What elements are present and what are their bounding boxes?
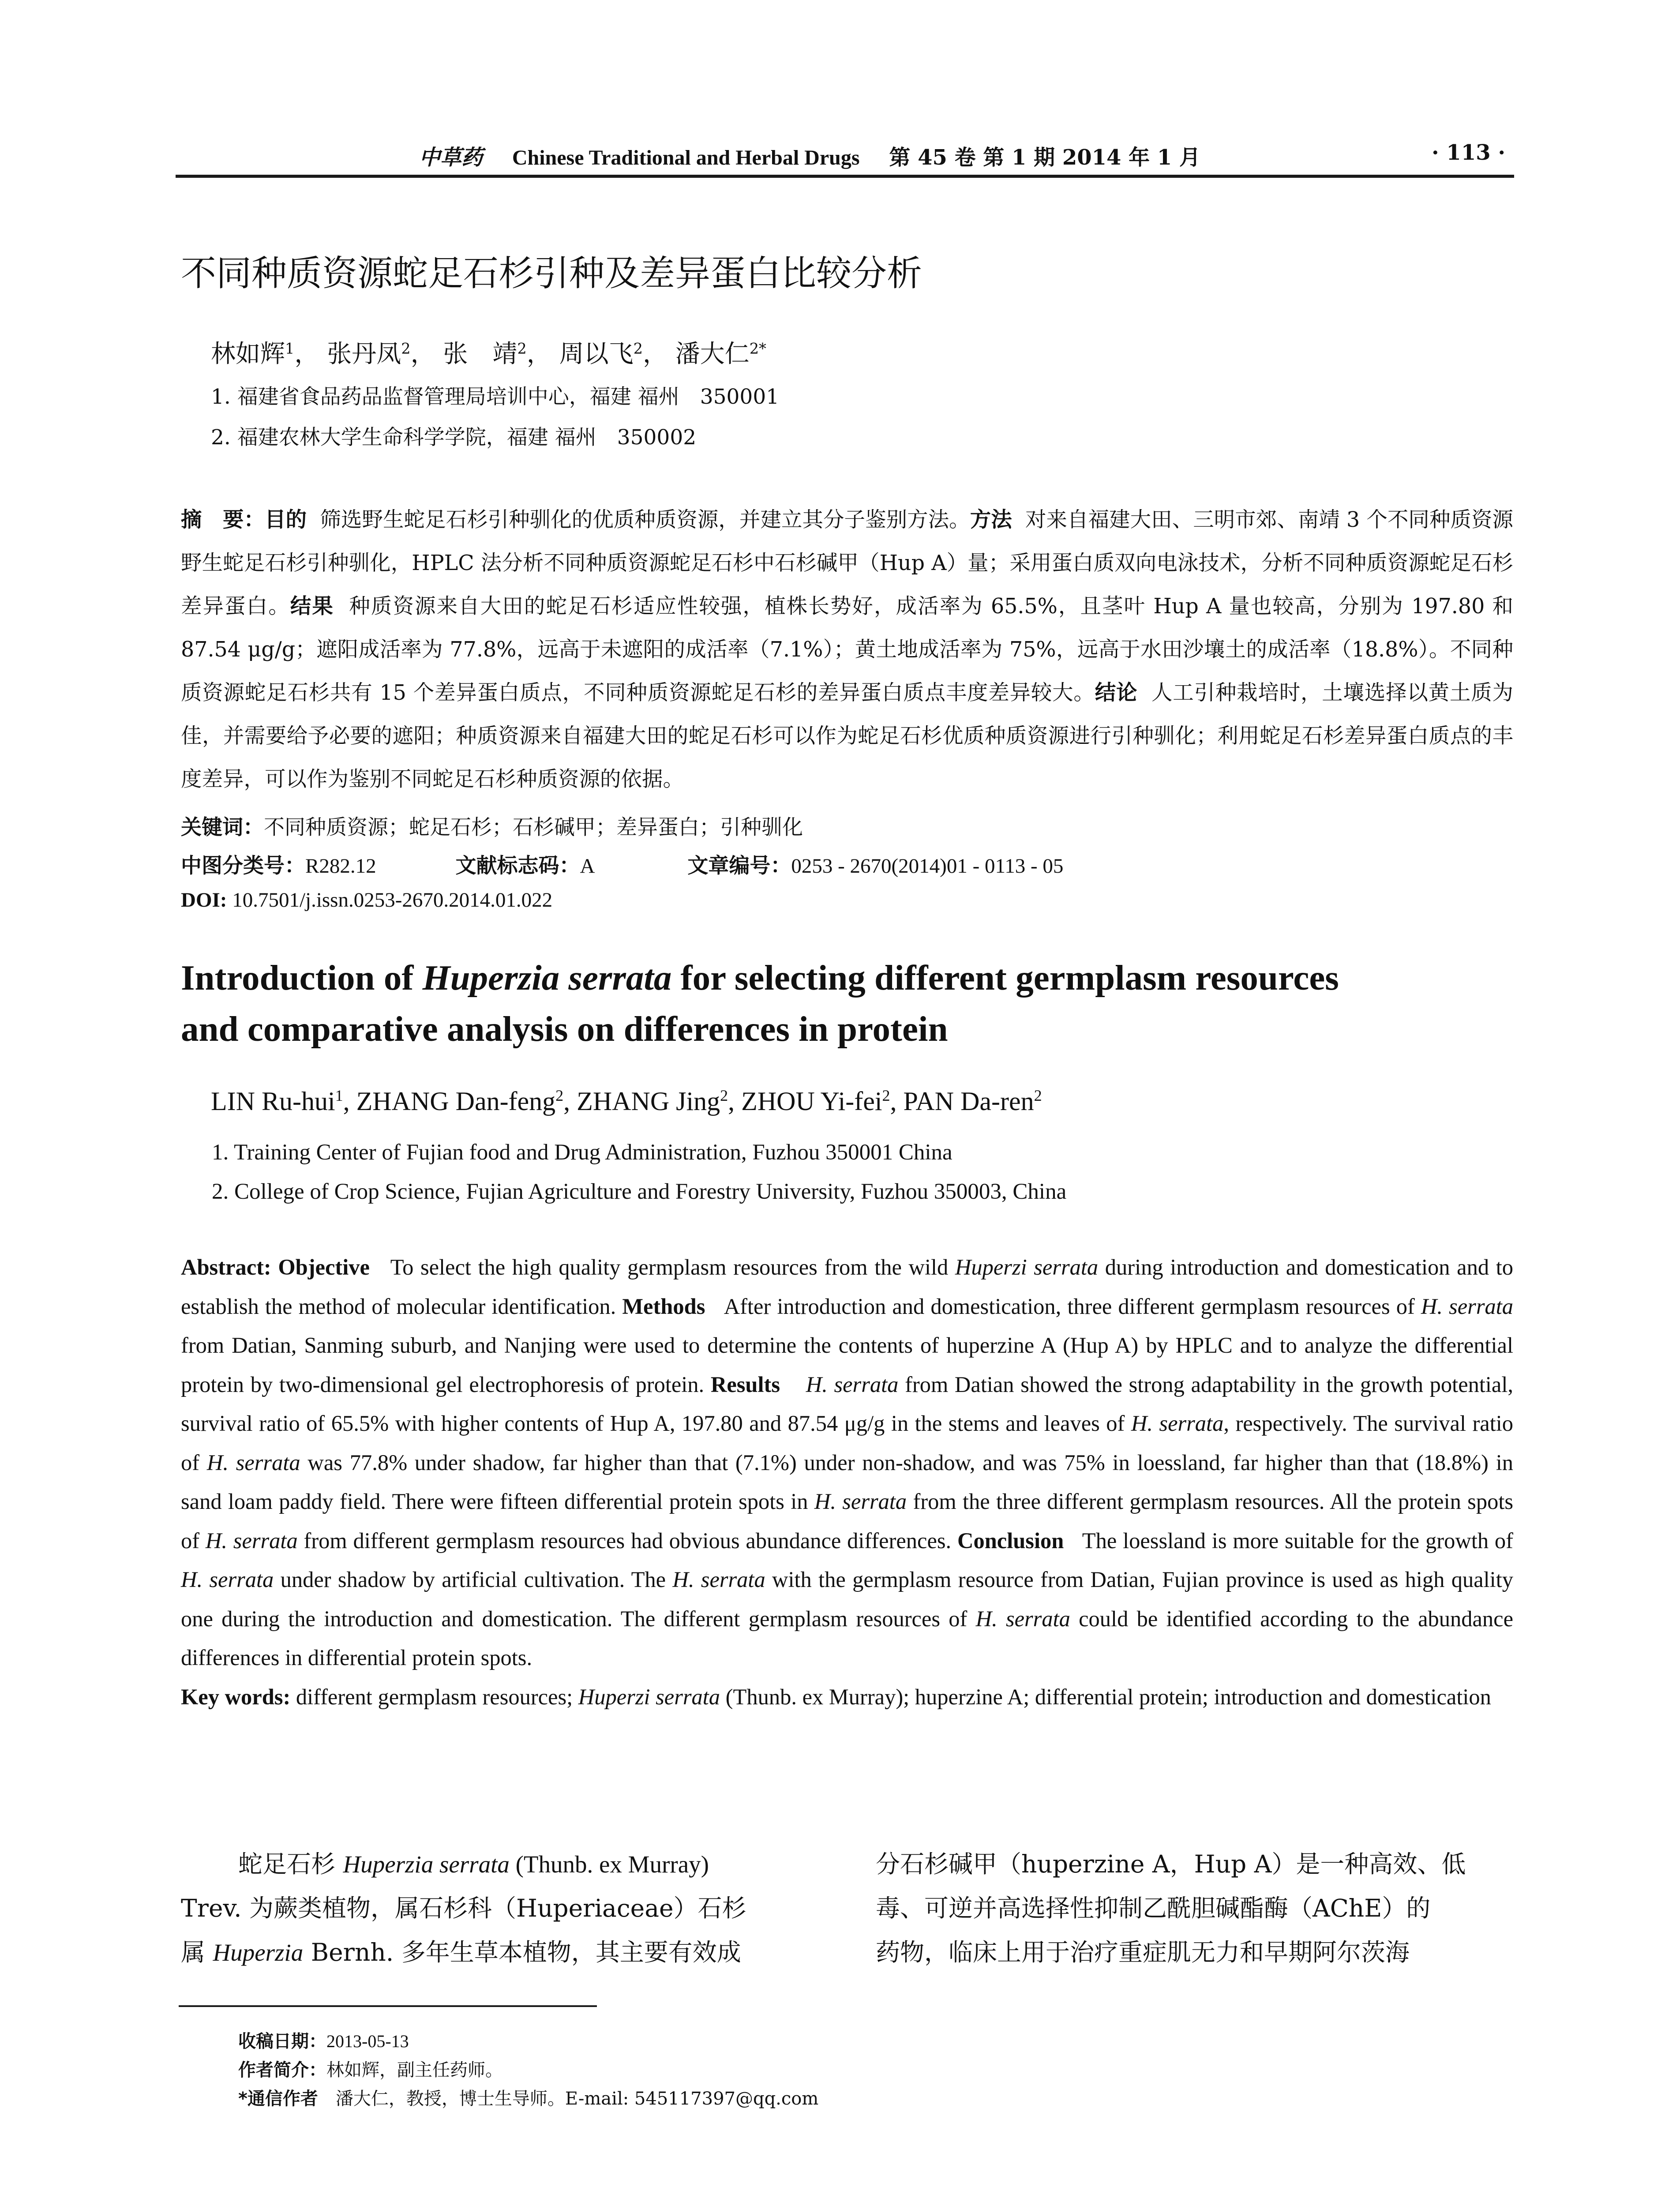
affiliation-en-2: 2. College of Crop Science, Fujian Agriculture and Forestry University, Fuzhou 350003, China: [212, 1179, 1067, 1204]
author-en: ZHANG Dan-feng: [356, 1087, 556, 1116]
doi-label: DOI:: [181, 889, 227, 912]
methods-label-en: Methods: [622, 1294, 705, 1319]
results-label-cn: 结果: [290, 594, 334, 619]
abstract-cn-label: 摘 要：: [181, 508, 265, 532]
keywords-cn: [181, 811, 803, 840]
article-no-value: 0253 - 2670(2014)01 - 0113 - 05: [791, 855, 1064, 878]
results-label-en: Results: [710, 1372, 780, 1397]
title-en-part: Introduction of: [181, 958, 423, 998]
title-en-part: for selecting different germplasm resources: [671, 958, 1339, 998]
author-cn: 张 靖: [443, 340, 518, 368]
clc-value: R282.12: [305, 855, 376, 878]
authors-cn: 林如辉$^1$， 张丹凤$^2$， 张 靖$^2$， 周以飞$^2$， 潘大仁$^{2*}$: [211, 340, 766, 368]
body-line: 毒、可逆并高选择性抑制乙酰胆碱酯酶（AChE）的: [876, 1894, 1431, 1922]
title-en-line2: and comparative analysis on differences in protein: [181, 1009, 948, 1049]
body-line: 分石杉碱甲（huperzine A，Hup A）是一种高效、低: [876, 1850, 1466, 1878]
affiliation-cn-2: 2. 福建农林大学生命科学学院，福建 福州 350002: [211, 425, 697, 450]
methods-cn: 对来自福建大田、三明市郊、南靖 3 个不同种质资源野生蛇足石杉引种驯化，HPLC 法分析不同种质资源蛇足石杉中石杉碱甲（Hup A）量；采用蛋白质双向电泳技术，分析不同种质资源蛇足石杉差异蛋白。: [181, 508, 1514, 619]
footnote-corresponding: *通信作者 潘大仁，教授，博士生导师。E-mail: 545117397@qq.com: [238, 2089, 819, 2109]
author-en: ZHOU Yi-fei: [741, 1087, 882, 1116]
conclusion-label-en: Conclusion: [957, 1528, 1064, 1553]
conclusion-cn: 人工引种栽培时，土壤选择以黄土质为佳，并需要给予必要的遮阳；种质资源来自福建大田的蛇足石杉可以作为蛇足石杉优质种质资源进行引种驯化；利用蛇足石杉差异蛋白质点的丰度差异，可以作为鉴别不同蛇足石杉种质资源的依据。: [181, 681, 1513, 792]
journal-cn: 中草药: [419, 145, 483, 170]
body-column-right: [876, 1842, 1515, 1974]
abstract-cn: [181, 499, 1513, 801]
title-en: [181, 952, 1339, 1054]
title-en-species: Huperzia serrata: [422, 958, 672, 998]
objective-label-en: Objective: [278, 1255, 370, 1279]
page-number: · 113 ·: [1432, 140, 1506, 165]
abstract-en: Abstract: Objective To select the high quality germplasm resources from the wild Huperzi serrata during introduction and domestication and to establish the method of molecular identification. Methods After introduction and domestication, three different germplasm resources of H. serrata from Datian, Sanming suburb, and Nanjing were used to determine the contents of huperzine A (Hup A) by HPLC and to analyze the differential protein by two-dimensional gel electrophoresis of protein. Results H. serrata from Datian showed the strong adaptability in the growth potential, survival ratio of 65.5% with higher contents of Hup A, 197.80 and 87.54 μg/g in the stems and leaves of H. serrata, respectively. The survival ratio of H. serrata was 77.8% under shadow, far higher than that (7.1%) under non-shadow, and was 75% in loessland, far higher than that (18.8%) in sand loam paddy field. There were fifteen differential protein spots in H. serrata from the three different germplasm resources. All the protein spots of H. serrata from different germplasm resources had obvious abundance differences. Conclusion The loessland is more suitable for the growth of H. serrata under shadow by artificial cultivation. The H. serrata with the germplasm resource from Datian, Fujian province is used as high quality one during the introduction and domestication. The different germplasm resources of H. serrata could be identified according to the abundance differences in differential protein spots. Key words: different germplasm resources; Huperzi serrata (Thunb. ex Murray); huperzine A; differential protein; introduction and domestication: [181, 1255, 1514, 1709]
header-rule: [176, 175, 1514, 178]
authors-en: LIN Ru-hui$^1$, ZHANG Dan-feng$^2$, ZHANG Jing$^2$, ZHOU Yi-fei$^2$, PAN Da-ren$^2$: [211, 1087, 1042, 1116]
author-cn: 周以飞: [559, 340, 634, 368]
affiliation-en-1: 1. Training Center of Fujian food and Drug Administration, Fuzhou 350001 China: [212, 1140, 952, 1165]
body-line: Trev. 为蕨类植物，属石杉科（Huperiaceae）石杉: [181, 1894, 746, 1922]
running-header: [419, 140, 1200, 171]
objective-label-cn: 目的: [265, 508, 307, 532]
footnote-author-bio: 作者简介：林如辉，副主任药师。: [238, 2060, 503, 2080]
abstract-en-label: Abstract:: [181, 1255, 278, 1279]
doi-value[interactable]: 10.7501/j.issn.0253-2670.2014.01.022: [232, 889, 553, 912]
author-en: LIN Ru-hui: [211, 1087, 335, 1116]
body-column-left: [181, 1842, 823, 1974]
clc-label: 中图分类号：: [181, 854, 305, 878]
affiliation-cn-1: 1. 福建省食品药品监督管理局培训中心，福建 福州 350001: [211, 385, 780, 409]
body-line: 蛇足石杉 Huperzia serrata (Thunb. ex Murray): [238, 1850, 709, 1878]
author-en: ZHANG Jing: [577, 1087, 720, 1116]
author-en: PAN Da-ren: [903, 1087, 1034, 1116]
keywords-cn-value: 不同种质资源；蛇足石杉；石杉碱甲；差异蛋白；引种驯化: [264, 815, 803, 840]
doc-code-value: A: [580, 855, 595, 878]
title-cn: 不同种质资源蛇足石杉引种及差异蛋白比较分析: [181, 253, 922, 294]
classification-line: [181, 849, 1063, 879]
doc-code-label: 文献标志码：: [455, 854, 580, 878]
footnote-rule: [179, 2005, 597, 2007]
author-cn: 潘大仁: [675, 340, 750, 368]
doi-line: [181, 888, 552, 912]
issue-info: 第 45 卷 第 1 期 2014 年 1 月: [889, 145, 1200, 170]
body-line: 药物，临床上用于治疗重症肌无力和早期阿尔茨海: [876, 1938, 1410, 1966]
keywords-cn-label: 关键词：: [181, 815, 264, 840]
author-cn: 张丹凤: [327, 340, 401, 368]
footnote-received: 收稿日期：2013-05-13: [238, 2031, 409, 2052]
body-line: 属 Huperzia Bernh. 多年生草本植物，其主要有效成: [181, 1938, 741, 1966]
conclusion-label-cn: 结论: [1095, 681, 1138, 705]
journal-en: Chinese Traditional and Herbal Drugs: [512, 146, 860, 169]
results-cn: 种质资源来自大田的蛇足石杉适应性较强，植株长势好，成活率为 65.5%，且茎叶 Hup A 量也较高，分别为 197.80 和 87.54 μg/g；遮阳成活率为 77.8%，远高于未遮阳的成活率（7.1%）；黄土地成活率为 75%，远高于水田沙壤土的成活率（18.8%）。不同种质资源蛇足石杉共有 15 个差异蛋白质点，不同种质资源蛇足石杉的差异蛋白质点丰度差异较大。: [181, 594, 1514, 705]
keywords-en-label: Key words:: [181, 1684, 296, 1709]
objective-cn: 筛选野生蛇足石杉引种驯化的优质种质资源，并建立其分子鉴别方法。: [320, 508, 970, 532]
article-no-label: 文章编号：: [687, 854, 791, 878]
methods-label-cn: 方法: [970, 508, 1012, 532]
author-cn: 林如辉: [211, 340, 285, 368]
